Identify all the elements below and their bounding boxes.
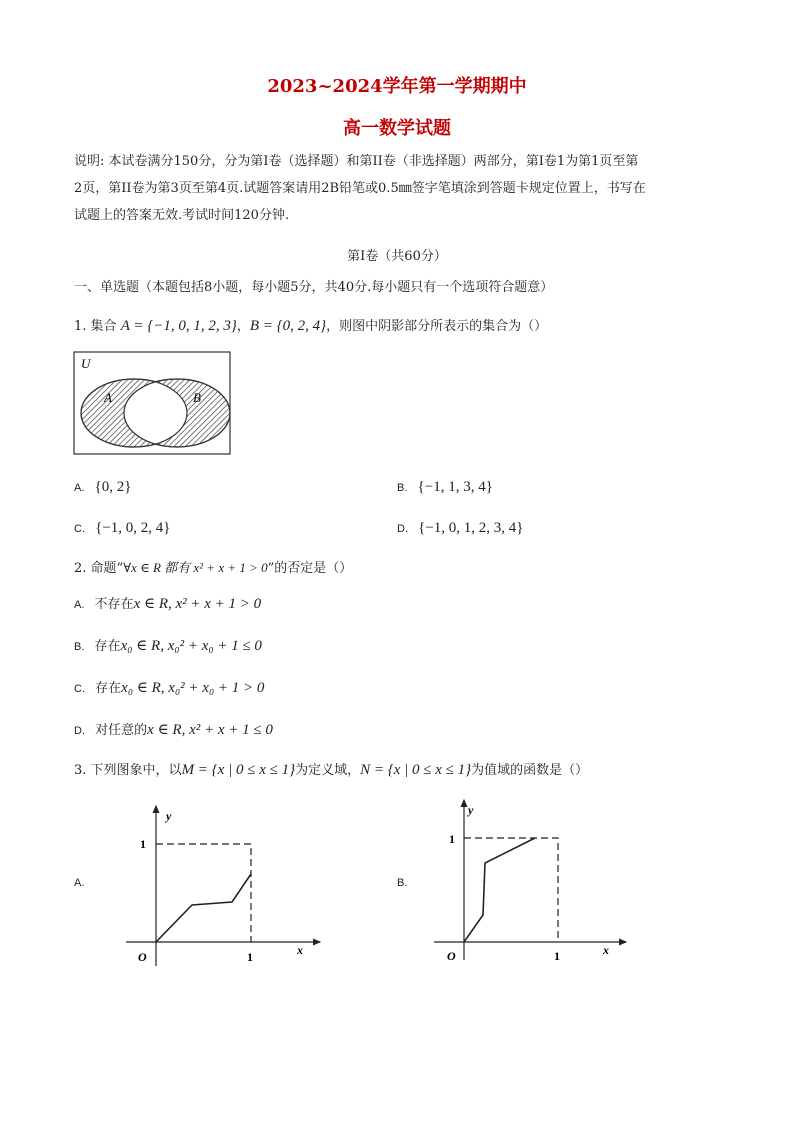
q1-option-a — [74, 479, 131, 496]
q3-number: 3. — [74, 763, 87, 778]
q3-graph-b — [428, 794, 638, 966]
q2-option-d-math: x ∈ R, x² + x + 1 ≤ 0 — [147, 722, 273, 738]
q2-stem-math: ∀x ∈ R 都有 x² + x + 1 > 0 — [123, 560, 268, 575]
intro-line-3: 试题上的答案无效.考试时间120分钟. — [74, 208, 290, 223]
graph-a-curve — [156, 874, 251, 942]
q1-option-d-label: D. — [397, 523, 408, 535]
venn-label-u: U — [81, 356, 91, 371]
exam-subtitle: 高一数学试题 — [343, 118, 451, 139]
q2-option-d-prefix: 对任意的 — [95, 723, 148, 738]
q1-set-a: A = {−1, 0, 1, 2, 3} — [120, 318, 237, 334]
venn-diagram — [72, 350, 234, 458]
q2-option-b-label: B. — [74, 641, 85, 653]
graph-a-x-label: x — [297, 943, 303, 957]
graph-b-dashed-bounds — [464, 838, 558, 942]
q2-option-c-label: C. — [74, 683, 85, 695]
q1-option-b-label: B. — [397, 482, 408, 494]
intro-line-2: 2页，第II卷为第3页至第4页.试题答案请用2B铅笔或0.5㎜签字笔填涂到答题卡规定位置上，书写在 — [74, 181, 646, 196]
q3-set-m: M = {x | 0 ≤ x ≤ 1} — [181, 762, 296, 778]
q2-option-a-math: x ∈ R, x² + x + 1 > 0 — [133, 596, 262, 612]
q3-post: 为值域的函数是（） — [471, 763, 589, 778]
section-title: 第Ⅰ卷（共60分） — [347, 249, 447, 264]
q2-option-a-label: A. — [74, 599, 85, 611]
q1-option-a-label: A. — [74, 482, 85, 494]
q1-post: ，则图中阴影部分所表示的集合为（） — [326, 319, 548, 334]
q3-mid: 为定义域， — [295, 763, 361, 778]
q1-option-c-text: {−1, 0, 2, 4} — [95, 520, 171, 536]
graph-b-one-y: 1 — [449, 832, 455, 846]
q2-option-d-label: D. — [74, 725, 85, 737]
q2-stem — [74, 557, 352, 576]
q1-sep: ， — [236, 319, 250, 334]
q2-option-c-math: x₀ ∈ R, x₀² + x₀ + 1 > 0 — [121, 680, 265, 696]
q2-option-c — [74, 677, 264, 697]
intro-line-1: 说明: 本试卷满分150分，分为第Ⅰ卷（选择题）和第II卷（非选择题）两部分，第Ⅰ卷1为第1页至第 — [74, 154, 639, 169]
q1-set-b: B = {0, 2, 4} — [249, 318, 327, 334]
q1-option-a-text: {0, 2} — [94, 479, 132, 495]
q3-graph-b-label: B. — [397, 877, 408, 889]
graph-b-y-label: y — [468, 803, 474, 817]
graph-a-one-y: 1 — [140, 837, 146, 851]
q2-option-b-math: x₀ ∈ R, x₀² + x₀ + 1 ≤ 0 — [120, 638, 262, 654]
q3-set-n: N = {x | 0 ≤ x ≤ 1} — [360, 762, 472, 778]
graph-b-x-label: x — [603, 943, 609, 957]
section-part: 一、单选题（本题包括8小题，每小题5分，共40分.每小题只有一个选项符合题意） — [74, 280, 554, 295]
venn-label-a: A — [104, 390, 112, 405]
q1-option-d-text: {−1, 0, 1, 2, 3, 4} — [418, 520, 524, 536]
graph-b-origin: O — [447, 949, 456, 963]
q2-option-a-prefix: 不存在 — [94, 597, 134, 612]
q3-stem — [74, 759, 588, 779]
q2-post: ”的否定是（） — [267, 561, 353, 576]
q3-graph-a — [120, 798, 330, 970]
graph-a-origin: O — [138, 950, 147, 964]
graph-a-one-x: 1 — [247, 950, 253, 964]
q1-option-d — [397, 520, 524, 537]
q1-number: 1. — [74, 319, 87, 334]
graph-a-y-label: y — [166, 809, 172, 823]
q2-option-a — [74, 593, 261, 613]
q1-pre: 集合 — [90, 319, 117, 334]
q3-pre: 下列图象中，以 — [90, 763, 182, 778]
q2-option-b-prefix: 存在 — [94, 639, 121, 654]
q2-pre: 命题“ — [90, 561, 124, 576]
q3-graph-a-label: A. — [74, 877, 85, 889]
q2-option-b — [74, 635, 262, 655]
exam-title: 2023~2024学年第一学期期中 — [267, 76, 527, 97]
q1-option-b — [397, 479, 493, 496]
q2-option-d — [74, 719, 273, 739]
graph-b-one-x: 1 — [554, 949, 560, 963]
venn-label-b: B — [193, 390, 201, 405]
graph-b-curve — [464, 838, 535, 942]
q2-number: 2. — [74, 561, 87, 576]
q1-stem — [74, 315, 547, 335]
q2-option-c-prefix: 存在 — [95, 681, 122, 696]
q1-option-b-text: {−1, 1, 3, 4} — [417, 479, 493, 495]
q1-option-c-label: C. — [74, 523, 85, 535]
q1-option-c — [74, 520, 171, 537]
